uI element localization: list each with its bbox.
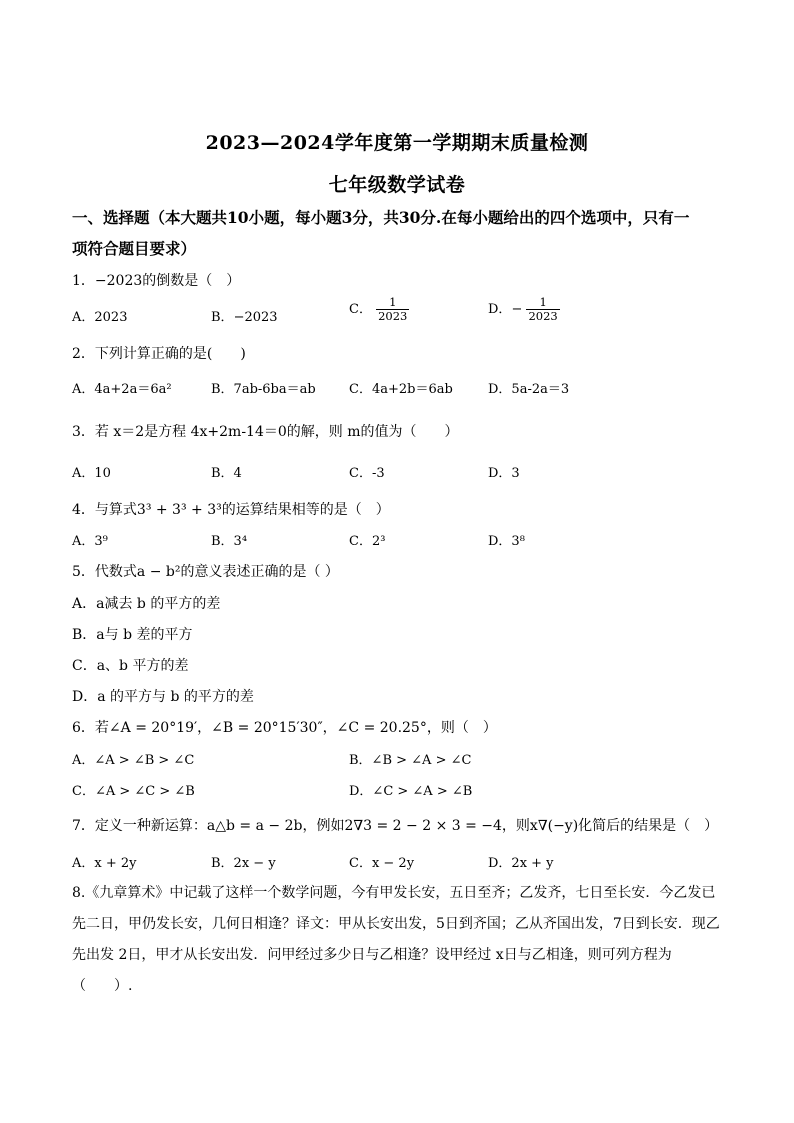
question-5-stem: 5．代数式a − b²的意义表述正确的是（ ）	[72, 564, 339, 580]
question-2-stem: 2．下列计算正确的是( )	[72, 346, 246, 362]
exam-title: 2023—2024学年度第一学期期末质量检测	[205, 132, 589, 154]
question-4-option-d: D．3⁸	[488, 534, 525, 549]
question-7-option-d: D．2x + y	[488, 856, 554, 871]
question-4-option-c: C．2³	[349, 534, 386, 549]
section-heading-line-1: 一、选择题（本大题共10小题，每小题3分，共30分.在每小题给出的四个选项中，只有一	[72, 208, 690, 227]
question-7-option-a: A．x + 2y	[72, 856, 137, 871]
question-1-option-c: C． $\frac{1}{2023}$	[349, 295, 408, 323]
question-3-option-b: B．4	[211, 466, 242, 481]
question-7-option-b: B．2x − y	[211, 856, 276, 871]
question-4-option-b: B．3⁴	[211, 534, 248, 549]
question-1-option-a: A．2023	[72, 310, 128, 325]
question-4-option-a: A．3⁹	[72, 534, 108, 549]
question-6-option-c: C．∠A > ∠C > ∠B	[72, 784, 195, 799]
fraction: $\frac{1}{2023}$	[528, 295, 558, 323]
question-5-option-b: B．a与 b 差的平方	[72, 627, 193, 643]
question-3-option-a: A．10	[72, 466, 111, 481]
question-1-option-d: D．− $\frac{1}{2023}$	[488, 295, 558, 323]
question-2-option-a: A．4a+2a＝6a²	[72, 382, 172, 397]
section-heading-line-2: 项符合题目要求）	[72, 239, 197, 258]
question-8-stem: 8.《九章算术》中记载了这样一个数学问题，今有甲发长安，五日至齐；乙发齐，七日至长安．今乙发已先二日，甲仍发长安，几何日相逢？译文：甲从长安出发，5日到齐国；乙从齐国出发，7日到长安．现乙先出发 2日，甲才从长安出发．问甲经过多少日与乙相逢？设甲经过 x日与乙相逢，则可列方程为（ ）.	[72, 885, 720, 994]
question-1-stem: 1．−2023的倒数是（ ）	[72, 273, 241, 289]
question-2-option-b: B．7ab-6ba＝ab	[211, 382, 316, 397]
question-5-option-a: A．a减去 b 的平方的差	[72, 596, 221, 612]
question-2-option-c: C．4a+2b＝6ab	[349, 382, 453, 397]
question-7-option-c: C．x − 2y	[349, 856, 415, 871]
question-3-option-d: D．3	[488, 466, 520, 481]
fraction: $\frac{1}{2023}$	[378, 295, 408, 323]
question-3-stem: 3．若 x＝2是方程 4x+2m-14＝0的解，则 m的值为（ ）	[72, 424, 459, 440]
question-1-option-b: B．−2023	[211, 310, 278, 325]
question-2-option-d: D．5a-2a＝3	[488, 382, 570, 397]
question-5-option-d: D．a 的平方与 b 的平方的差	[72, 689, 254, 705]
exam-subtitle: 七年级数学试卷	[328, 174, 466, 196]
question-6-stem: 6．若∠A = 20°19′，∠B = 20°15′30″，∠C = 20.25°，则（ ）	[72, 720, 497, 736]
question-4-stem: 4．与算式3³ + 3³ + 3³的运算结果相等的是（ ）	[72, 502, 390, 518]
question-5-option-c: C．a、b 平方的差	[72, 658, 189, 674]
question-6-option-d: D．∠C > ∠A > ∠B	[349, 784, 473, 799]
question-6-option-a: A．∠A > ∠B > ∠C	[72, 753, 195, 768]
question-7-stem: 7．定义一种新运算：a△b = a − 2b，例如2∇3 = 2 − 2 × 3 = −4，则x∇(−y)化简后的结果是（ ）	[72, 818, 719, 834]
question-3-option-c: C．-3	[349, 466, 385, 481]
question-6-option-b: B．∠B > ∠A > ∠C	[349, 753, 472, 768]
